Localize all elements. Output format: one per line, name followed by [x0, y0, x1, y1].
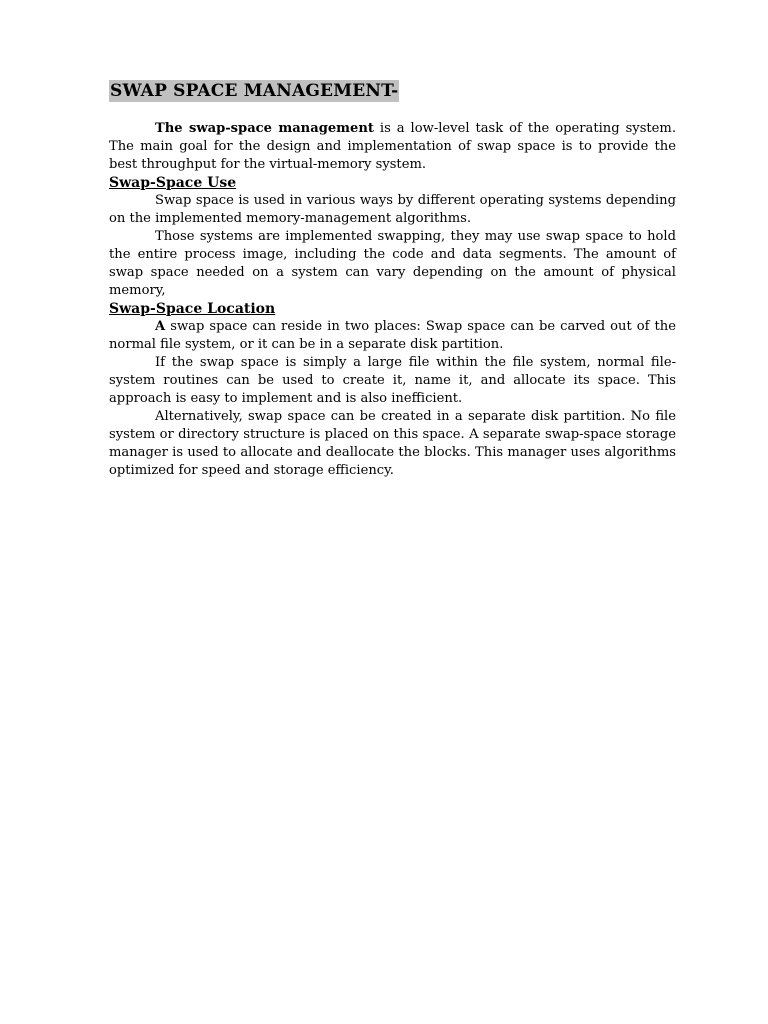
swap-space-use-paragraph-2: Those systems are implemented swapping, they may use swap space to hold the entire process image, including the code and data segments. The amount of swap space needed on a system can vary depending on the amount of physical memory, [109, 229, 676, 298]
swap-space-location-paragraph-1 [109, 318, 676, 354]
location-text: swap space can reside in two places: Swap space can be carved out of the normal file system, or it can be in a separate disk partition. [109, 319, 676, 352]
section-heading-swap-space-location: Swap-Space Location [109, 301, 276, 317]
section-heading-swap-space-use: Swap-Space Use [109, 175, 237, 191]
swap-space-location-paragraph-2: If the swap space is simply a large file within the file system, normal file-system routines can be used to create it, name it, and allocate its space. This approach is easy to implement and is also inefficient. [109, 355, 676, 406]
location-lead: A [155, 319, 166, 334]
document-title: SWAP SPACE MANAGEMENT- [110, 81, 399, 101]
intro-paragraph [109, 120, 676, 174]
swap-space-location-paragraph-3: Alternatively, swap space can be created in a separate disk partition. No file system or directory structure is placed on this space. A separate swap-space storage manager is used to allocate and deallocate the blocks. This manager uses algorithms optimized for speed and storage efficiency. [109, 409, 676, 478]
document-page [109, 80, 676, 480]
intro-text: is a low-level task of the operating system. The main goal for the design and implementation of swap space is to provide the best throughput for the virtual-memory system. [109, 121, 676, 172]
intro-lead: The swap-space management [155, 121, 374, 136]
swap-space-use-paragraph-1: Swap space is used in various ways by different operating systems depending on the implemented memory-management algorithms. [109, 193, 676, 226]
